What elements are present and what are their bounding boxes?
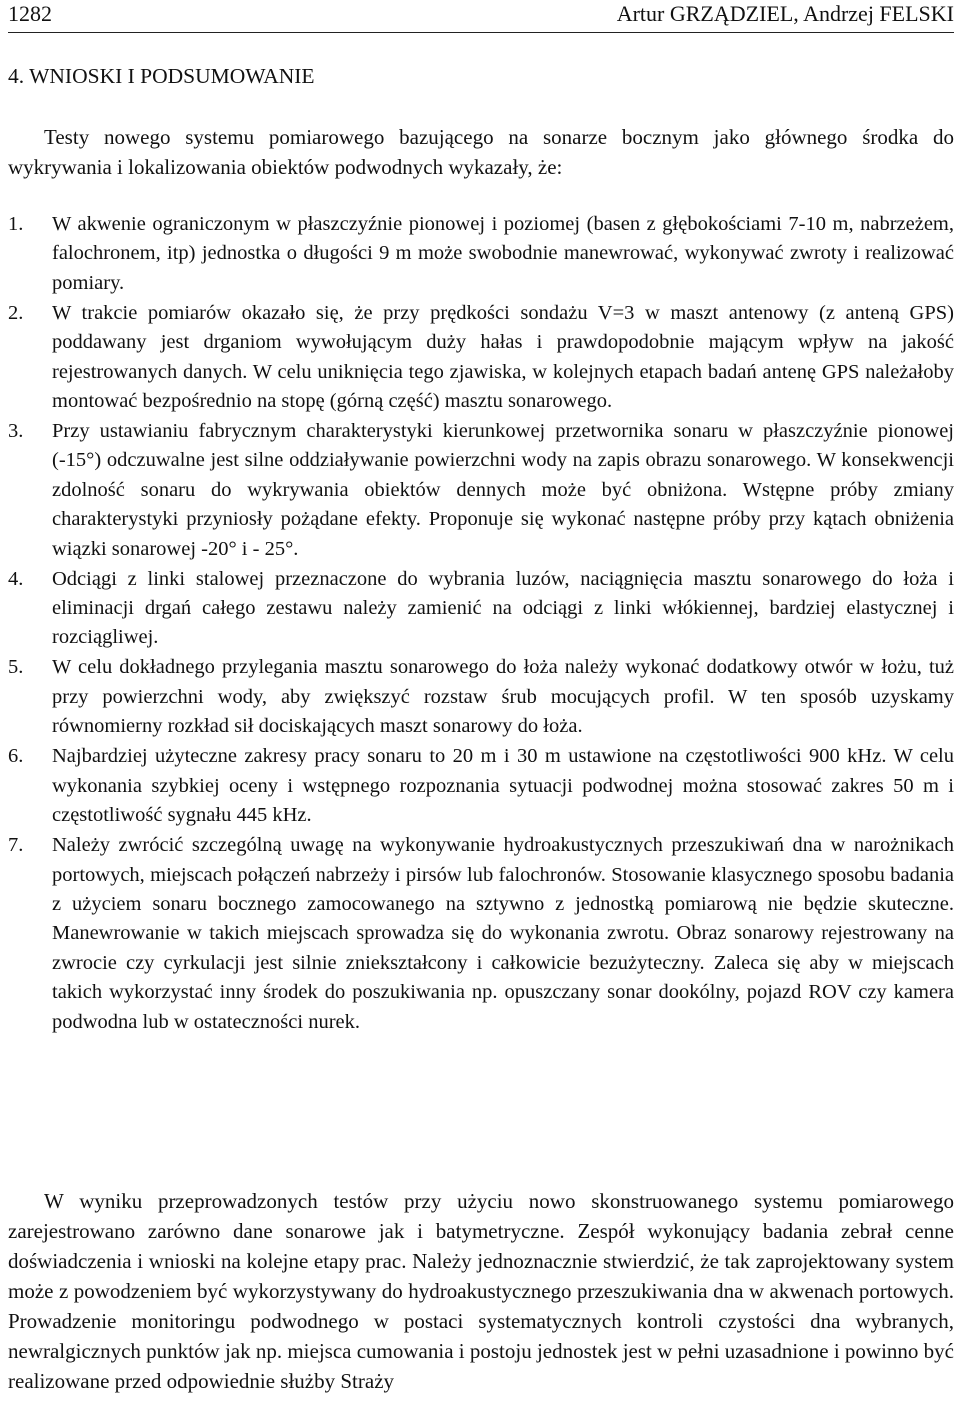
running-head	[8, 0, 954, 33]
finding-item	[8, 831, 954, 1037]
running-head-authors: Artur GRZĄDZIEL, Andrzej FELSKI	[616, 1, 954, 26]
finding-number: 2.	[8, 301, 24, 324]
finding-text: W trakcie pomiarów okazało się, że przy prędkości sondażu V=3 w maszt antenowy (z anteną GPS) poddawany jest drganiom wywołującym duży hałas i prawdopodobnie mającym wpływ na jakość rejestrowanych danych. W celu uniknięcia tego zjawiska, w kolejnych etapach badań antenę GPS należałoby montować bezpośrednio na stopę (górną część) masztu sonarowego.	[52, 301, 954, 413]
finding-text: Przy ustawianiu fabrycznym charakterystyki kierunkowej przetwornika sonaru w płaszczyźnie pionowej (-15°) odczuwalne jest silne oddziaływanie powierzchni wody na zapis obrazu sonarowego. W konsekwencji zdolność sonaru do wykrywania obiektów dennych może być obniżona. Wstępne próby zmiany charakterystyki przyniosły pożądane efekty. Proponuje się wykonać następne próby przy kątach obniżenia wiązki sonarowej -20° i - 25°.	[52, 420, 954, 560]
finding-text: W akwenie ograniczonym w płaszczyźnie pionowej i poziomej (basen z głębokościami 7-10 m, nabrzeżem, falochronem, itp) jednostka o długości 9 m może swobodnie manewrować, wykonywać zwroty i realizować pomiary.	[52, 213, 954, 294]
page-number: 1282	[8, 1, 52, 26]
findings-list	[8, 210, 954, 1038]
finding-number: 3.	[8, 420, 24, 443]
section-heading: 4. WNIOSKI I PODSUMOWANIE	[8, 64, 315, 88]
finding-number: 7.	[8, 834, 24, 857]
finding-number: 4.	[8, 567, 24, 590]
finding-text: Odciągi z linki stalowej przeznaczone do wybrania luzów, naciągnięcia masztu sonarowego do łoża i eliminacji drgań całego zestawu należy zamienić na odciągi z linki włókiennej, bardziej elastycznej i rozciągliwej.	[52, 567, 954, 649]
finding-item	[8, 742, 954, 830]
finding-item	[8, 210, 954, 298]
conclusion-paragraph: W wyniku przeprowadzonych testów przy użyciu nowo skonstruowanego systemu pomiarowego zarejestrowano zarówno dane sonarowe jak i batymetryczne. Zespół wykonujący badania zebrał cenne doświadczenia i wnioski na kolejne etapy prac. Należy jednoznacznie stwierdzić, że tak zaprojektowany system może z powodzeniem być wykorzystywany do hydroakustycznego przeszukiwania dna w akwenach portowych. Prowadzenie monitoringu podwodnego w postaci systematycznych kontroli czystości dna wybranych, newralgicznych punktów jak np. miejsca cumowania i postoju jednostek jest w pełni uzasadnione i powinno być realizowane przed odpowiednie służby Straży	[8, 1189, 954, 1393]
finding-text: Najbardziej użyteczne zakresy pracy sonaru to 20 m i 30 m ustawione na częstotliwości 900 kHz. W celu wykonania szybkiej oceny i wstępnego rozpoznania sytuacji podwodnej można stosować zakres 50 m i częstotliwość sygnału 445 kHz.	[52, 745, 954, 827]
finding-item	[8, 565, 954, 653]
finding-item	[8, 417, 954, 564]
intro-paragraph: Testy nowego systemu pomiarowego bazującego na sonarze bocznym jako głównego środka do wykrywania i lokalizowania obiektów podwodnych wykazały, że:	[8, 125, 954, 179]
finding-text: Należy zwrócić szczególną uwagę na wykonywanie hydroakustycznych przeszukiwań dna w narożnikach portowych, miejscach połączeń nabrzeży i pirsów lub falochronów. Stosowanie klasycznego sposobu badania z użyciem sonaru bocznego zamocowanego na sztywno z jednostką pomiarową nie będzie skuteczne. Manewrowanie w takich miejscach sprowadza się do wykonania zwrotu. Obraz sonarowy rejestrowany na zwrocie czy cyrkulacji jest silnie zniekształcony i całkowicie bezużyteczny. Zaleca się aby w miejscach takich wykorzystać inny środek do poszukiwania np. opuszczany sonar dookólny, pojazd ROV czy kamera podwodna lub w ostateczności nurek.	[52, 834, 954, 1033]
finding-number: 5.	[8, 656, 24, 679]
finding-number: 1.	[8, 213, 24, 235]
document-page	[8, 0, 954, 1425]
finding-item	[8, 299, 954, 417]
finding-text: W celu dokładnego przylegania masztu sonarowego do łoża należy wykonać dodatkowy otwór w łożu, tuż przy powierzchni wody, aby zwiększyć rozstaw śrub mocujących profil. W ten sposób uzyskamy równomierny rozkład sił dociskających maszt sonarowy do łoża.	[52, 656, 954, 738]
finding-number: 6.	[8, 745, 24, 768]
finding-item	[8, 653, 954, 741]
